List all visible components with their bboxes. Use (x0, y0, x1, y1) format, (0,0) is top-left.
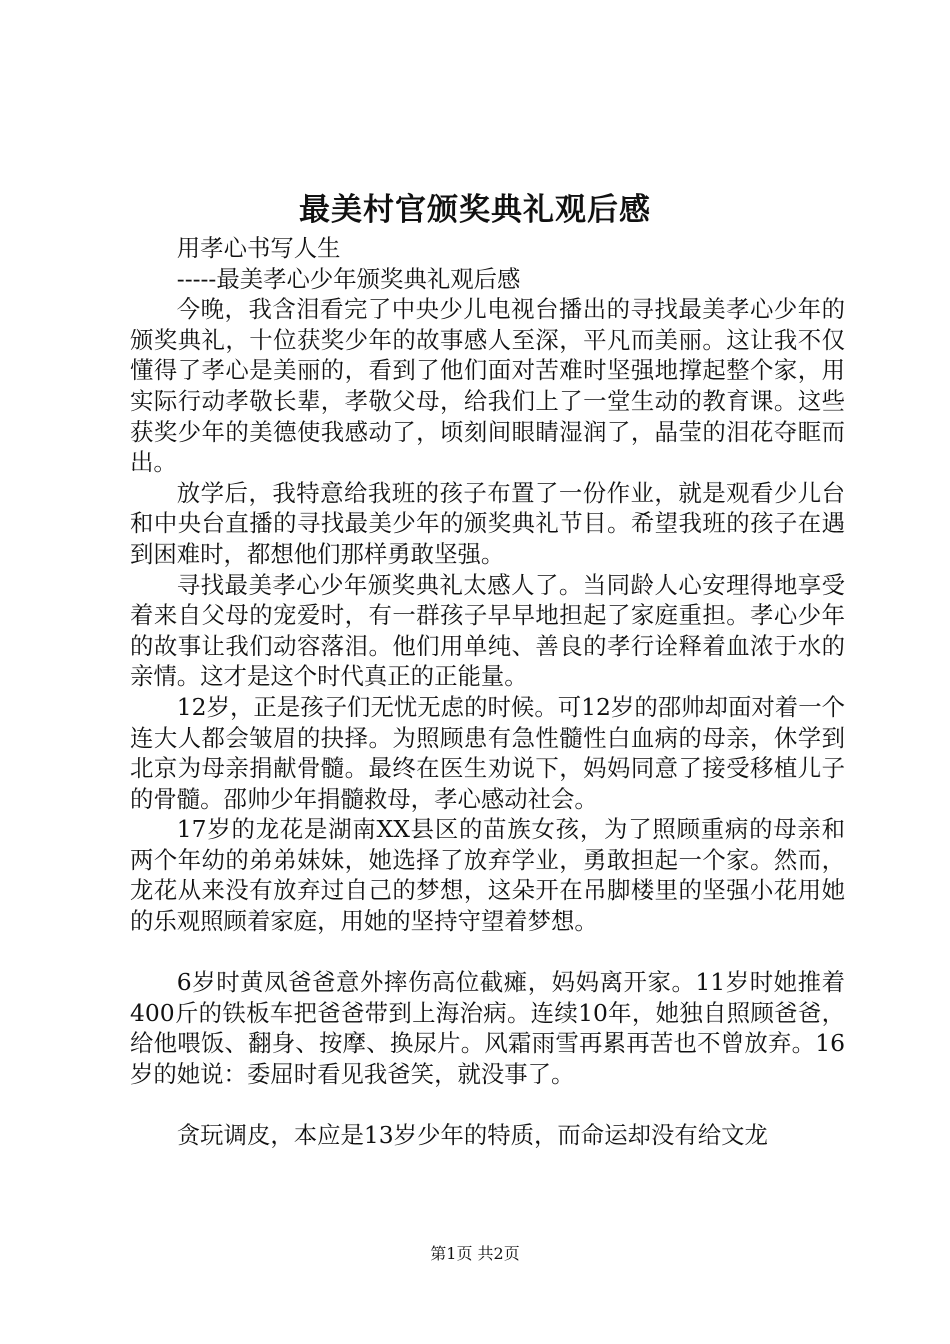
paragraph-1: 今晚，我含泪看完了中央少儿电视台播出的寻找最美孝心少年的颁奖典礼，十位获奖少年的故事感人至深，平凡而美丽。这让我不仅懂得了孝心是美丽的，看到了他们面对苦难时坚强地撑起整个家，用实际行动孝敬长辈，孝敬父母，给我们上了一堂生动的教育课。这些获奖少年的美德使我感动了，顷刻间眼睛湿润了，晶莹的泪花夺眶而出。 (130, 295, 845, 477)
paragraph-4: 12岁，正是孩子们无忧无虑的时候。可12岁的邵帅却面对着一个连大人都会皱眉的抉择。为照顾患有急性髓性白血病的母亲，休学到北京为母亲捐献骨髓。最终在医生劝说下，妈妈同意了接受移植儿子的骨髓。邵帅少年捐髓救母，孝心感动社会。 (130, 692, 845, 813)
paragraph-2: 放学后，我特意给我班的孩子布置了一份作业，就是观看少儿台和中央台直播的寻找最美少年的颁奖典礼节目。希望我班的孩子在遇到困难时，都想他们那样勇敢坚强。 (130, 478, 845, 568)
subtitle: 用孝心书写人生 (176, 234, 341, 262)
document-body (130, 233, 845, 1151)
subtitle-secondary: -----最美孝心少年颁奖典礼观后感 (176, 264, 521, 293)
page-number-footer: 第1页 共2页 (430, 1244, 520, 1263)
paragraph-6: 6岁时黄凤爸爸意外摔伤高位截瘫，妈妈离开家。11岁时她推着400斤的铁板车把爸爸带到上海治病。连续10年，她独自照顾爸爸，给他喂饭、翻身、按摩、换尿片。风霜雨雪再累再苦也不曾放弃。16岁的她说：委屈时看见我爸笑，就没事了。 (130, 968, 845, 1089)
paragraph-3: 寻找最美孝心少年颁奖典礼太感人了。当同龄人心安理得地享受着来自父母的宠爱时，有一群孩子早早地担起了家庭重担。孝心少年的故事让我们动容落泪。他们用单纯、善良的孝行诠释着血浓于水的亲情。这才是这个时代真正的正能量。 (130, 570, 845, 691)
paragraph-7: 贪玩调皮，本应是13岁少年的特质，而命运却没有给文龙 (176, 1121, 768, 1150)
paragraph-5: 17岁的龙花是湖南XX县区的苗族女孩，为了照顾重病的母亲和两个年幼的弟弟妹妹，她选择了放弃学业，勇敢担起一个家。然而，龙花从来没有放弃过自己的梦想，这朵开在吊脚楼里的坚强小花用她的乐观照顾着家庭，用她的坚持守望着梦想。 (130, 815, 845, 936)
document-title: 最美村官颁奖典礼观后感 (299, 192, 651, 228)
